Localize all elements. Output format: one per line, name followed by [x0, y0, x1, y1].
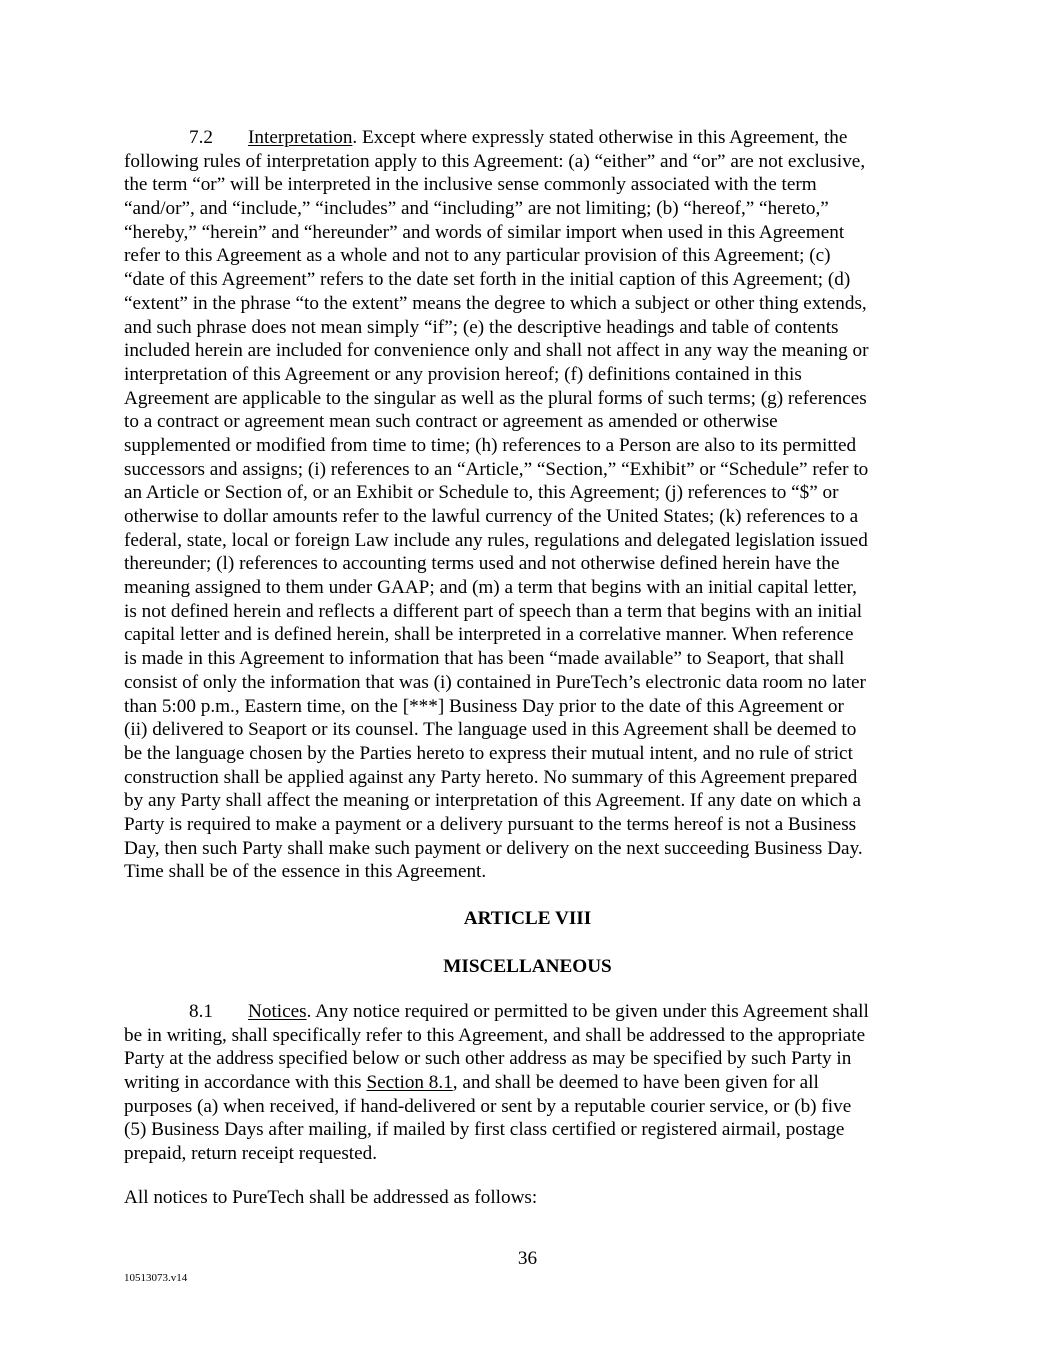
section-8-1-line-6: (5) Business Days after mailing, if mailed by first class certified or registered airmail, postage	[124, 1119, 845, 1141]
section-8-1-number: 8.1	[189, 1001, 213, 1022]
section-7-2-line-23: consist of only the information that was (i) contained in PureTech’s electronic data room no later	[124, 671, 866, 693]
section-7-2-line-14: successors and assigns; (i) references to an “Article,” “Section,” “Exhibit” or “Schedule” refer to	[124, 458, 869, 480]
section-7-2-line-1: following rules of interpretation apply to this Agreement: (a) “either” and “or” are not exclusive,	[124, 150, 866, 172]
section-7-2-line-21: capital letter and is defined herein, shall be interpreted in a correlative manner. When reference	[124, 624, 854, 646]
section-7-2-line-22: is made in this Agreement to information that has been “made available” to Seaport, that shall	[124, 648, 845, 670]
article-number-heading: ARTICLE VIII	[463, 908, 592, 929]
notices-intro-line: All notices to PureTech shall be addressed as follows:	[124, 1187, 538, 1208]
section-7-2-line-30: Day, then such Party shall make such payment or delivery on the next succeeding Business Day.	[124, 837, 863, 859]
section-8-1-line-2: be in writing, shall specifically refer to this Agreement, and shall be addressed to the appropriate	[124, 1024, 866, 1046]
section-7-2-paragraph	[124, 126, 930, 884]
section-7-2-line-6: “date of this Agreement” refers to the date set forth in the initial caption of this Agreement; (d)	[124, 269, 851, 291]
section-8-1-line-4-pre: writing in accordance with this	[124, 1072, 367, 1094]
section-7-2-line-12: to a contract or agreement mean such contract or agreement as amended or otherwise	[124, 411, 778, 433]
section-7-2-line-2: the term “or” will be interpreted in the inclusive sense commonly associated with the term	[124, 174, 817, 196]
section-7-2-line-3: “and/or”, and “include,” “includes” and “including” are not limiting; (b) “hereof,” “hereto,”	[124, 198, 829, 220]
section-7-2-line-10: interpretation of this Agreement or any provision hereof; (f) definitions contained in this	[124, 363, 802, 385]
section-7-2-line-15: an Article or Section of, or an Exhibit or Schedule to, this Agreement; (j) references to “$” or	[124, 482, 839, 504]
section-8-1-title: Notices	[248, 1001, 307, 1022]
section-7-2-line-26: be the language chosen by the Parties hereto to express their mutual intent, and no rule of strict	[124, 742, 853, 764]
section-7-2-line-13: supplemented or modified from time to time; (h) references to a Person are also to its permitted	[124, 434, 857, 456]
page-number: 36	[517, 1248, 538, 1269]
section-7-2-line-0: . Except where expressly stated otherwise in this Agreement, the	[352, 127, 848, 148]
section-8-1-line-3: Party at the address specified below or such other address as may be specified by such Party in	[124, 1048, 852, 1070]
section-7-2-line-31: Time shall be of the essence in this Agreement.	[124, 861, 487, 883]
section-8-1-line-7: prepaid, return receipt requested.	[124, 1143, 378, 1165]
section-7-2-line-28: by any Party shall affect the meaning or interpretation of this Agreement. If any date on which a	[124, 790, 862, 812]
section-7-2-line-20: is not defined herein and reflects a different part of speech than a term that begins with an initial	[124, 600, 863, 622]
section-7-2-line-29: Party is required to make a payment or a delivery pursuant to the terms hereof is not a Business	[124, 813, 857, 835]
section-8-1-first-line	[124, 1000, 930, 1024]
section-7-2-line-8: and such phrase does not mean simply “if”; (e) the descriptive headings and table of contents	[124, 316, 839, 338]
section-7-2-line-5: refer to this Agreement as a whole and not to any particular provision of this Agreement; (c)	[124, 245, 831, 267]
section-8-1-line-5: purposes (a) when received, if hand-delivered or sent by a reputable courier service, or (b) five	[124, 1095, 852, 1117]
section-7-2-line-27: construction shall be applied against any Party hereto. No summary of this Agreement prepared	[124, 766, 858, 788]
section-7-2-number: 7.2	[189, 127, 213, 148]
section-8-1-paragraph	[124, 1000, 930, 1166]
section-7-2-line-9: included herein are included for convenience only and shall not affect in any way the meaning or	[124, 340, 869, 362]
section-8-1-cross-reference: Section 8.1	[366, 1072, 453, 1094]
section-7-2-line-25: (ii) delivered to Seaport or its counsel. The language used in this Agreement shall be deemed to	[124, 719, 857, 741]
section-7-2-line-11: Agreement are applicable to the singular as well as the plural forms of such terms; (g) references	[124, 387, 867, 409]
section-7-2-line-19: meaning assigned to them under GAAP; and (m) a term that begins with an initial capital letter,	[124, 577, 857, 599]
article-title-heading: MISCELLANEOUS	[443, 956, 612, 977]
section-8-1-line-1-rest: . Any notice required or permitted to be given under this Agreement shall	[306, 1001, 869, 1022]
section-7-2-first-line	[124, 126, 930, 150]
document-id: 10513073.v14	[124, 1272, 188, 1284]
section-7-2-line-18: thereunder; (l) references to accounting terms used and not otherwise defined herein have the	[124, 553, 840, 575]
section-7-2-line-16: otherwise to dollar amounts refer to the lawful currency of the United States; (k) references to a	[124, 506, 859, 527]
section-7-2-line-24: than 5:00 p.m., Eastern time, on the [***] Business Day prior to the date of this Agreement or	[124, 695, 844, 717]
section-7-2-title: Interpretation	[248, 127, 353, 148]
section-7-2-line-4: “hereby,” “herein” and “hereunder” and words of similar import when used in this Agreement	[124, 221, 845, 243]
section-8-1-line-4	[124, 1071, 930, 1095]
section-7-2-line-7: “extent” in the phrase “to the extent” means the degree to which a subject or other thing extends,	[124, 292, 867, 314]
notices-intro-paragraph	[124, 1186, 930, 1210]
section-7-2-line-17: federal, state, local or foreign Law include any rules, regulations and delegated legislation issued	[124, 529, 868, 551]
section-8-1-line-4-post: , and shall be deemed to have been given for all	[452, 1072, 819, 1094]
